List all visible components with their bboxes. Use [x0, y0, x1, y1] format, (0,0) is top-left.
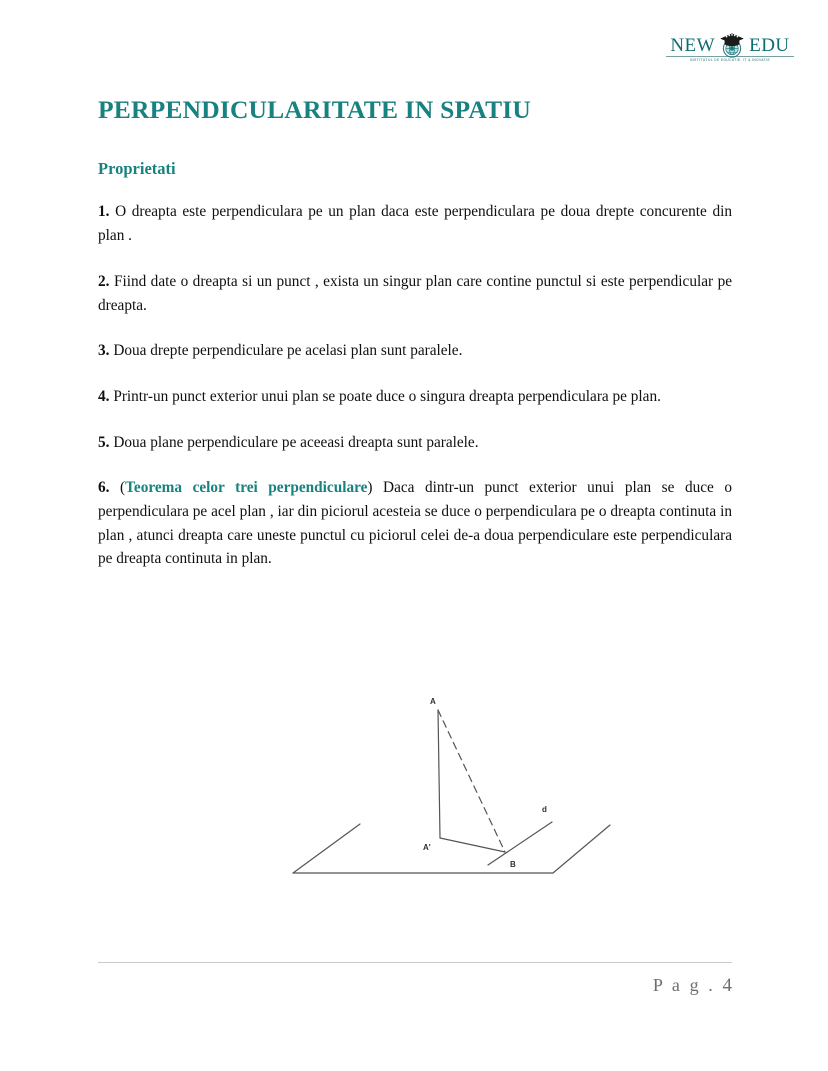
property-text: Doua drepte perpendiculare pe acelasi plan sunt paralele.	[113, 342, 463, 360]
property-text: Doua plane perpendiculare pe aceeasi dreapta sunt paralele.	[113, 433, 479, 451]
footer-divider	[98, 962, 732, 963]
line-d	[488, 822, 552, 865]
page-number-area	[98, 975, 732, 997]
figure-label-A: A	[430, 697, 436, 706]
property-number: 5.	[98, 433, 110, 451]
property-number: 6.	[98, 479, 110, 497]
logo-wordmark	[660, 32, 800, 58]
property-item-2	[98, 270, 732, 317]
logo-tagline: INSTITUTUL DE EDUCATIE, IT & INOVATIE	[689, 57, 771, 63]
property-item-5	[98, 431, 732, 455]
document-content	[98, 95, 732, 571]
property-item-3	[98, 339, 732, 363]
figure-label-B: B	[510, 860, 516, 869]
logo-word-right: EDU	[749, 34, 790, 56]
page-header	[660, 22, 800, 68]
plane-edge-left	[293, 824, 360, 873]
property-number: 1.	[98, 203, 110, 221]
paren-close: )	[367, 479, 373, 497]
property-item-6	[98, 476, 732, 571]
three-perpendiculars-theorem-diagram	[280, 660, 625, 890]
figure-label-d: d	[542, 805, 547, 814]
segment-A-to-Aprime	[438, 710, 440, 838]
page-footer	[98, 962, 732, 997]
property-text: Printr-un punct exterior unui plan se poate duce o singura dreapta perpendiculara pe plan.	[113, 387, 661, 405]
property-text: Fiind date o dreapta si un punct , exista un singur plan care contine punctul si este perpendicular pe dreapta.	[98, 272, 733, 314]
property-text: O dreapta este perpendiculara pe un plan daca este perpendiculara pe doua drepte concurente din plan .	[98, 203, 732, 245]
page-label: P a g .	[652, 975, 716, 995]
property-item-1	[98, 200, 732, 247]
figure-label-Aprime: A'	[423, 843, 431, 852]
segment-Aprime-to-B	[440, 838, 505, 852]
property-number: 3.	[98, 342, 110, 360]
plane-edge-right	[553, 825, 610, 873]
section-heading-proprietati: Proprietati	[98, 158, 176, 178]
property-number: 4.	[98, 387, 110, 405]
theorem-name: Teorema celor trei perpendiculare	[125, 479, 368, 497]
property-text: Daca dintr-un punct exterior unui plan se duce o perpendiculara pe acel plan , iar din piciorul acesteia se duce o perpendiculara pe o dreapta continuta in plan , atunci dreapta care uneste punctul cu piciorul celei de-a doua perpendiculare este perpendiculara pe dreapta continuta in plan.	[98, 479, 733, 568]
property-item-4	[98, 385, 732, 409]
segment-A-to-B-dashed	[438, 710, 505, 852]
paren-open: (	[120, 479, 126, 497]
page-number: 4	[722, 975, 732, 996]
page-title: PERPENDICULARITATE IN SPATIU	[98, 95, 532, 124]
property-number: 2.	[98, 272, 110, 290]
brand-logo	[660, 22, 800, 68]
logo-word-left: NEW	[670, 34, 716, 56]
